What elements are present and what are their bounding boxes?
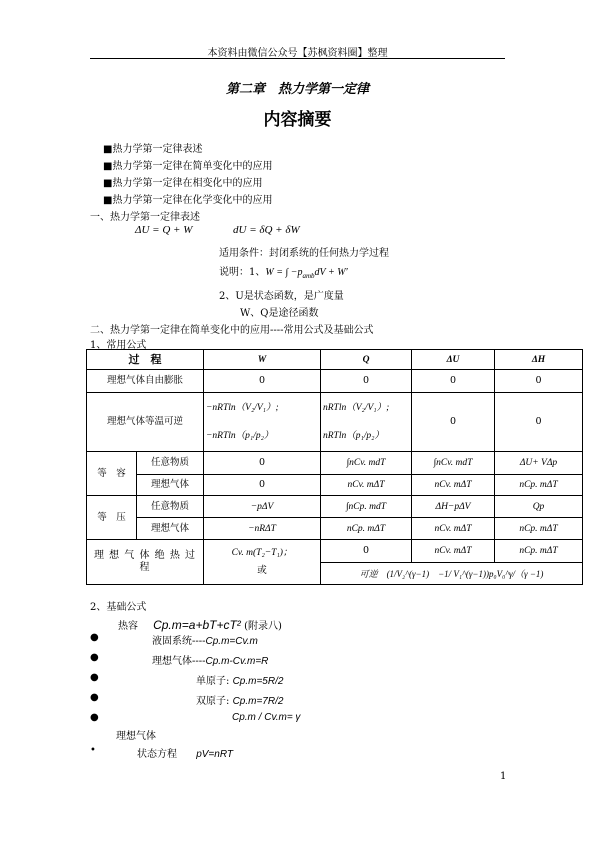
formula-equation: Cp.m=5R/2 xyxy=(232,676,284,687)
formula-table xyxy=(86,349,583,585)
table-row xyxy=(87,540,583,563)
state-equation-line xyxy=(137,745,233,760)
header-rule xyxy=(90,58,505,59)
chapter-title: 第二章 热力学第一定律 xyxy=(225,82,369,97)
cell: ΔU+ VΔp xyxy=(495,452,583,475)
bullet-item: ■热力学第一定律在简单变化中的应用 xyxy=(103,161,273,172)
cell: 0 xyxy=(204,452,321,475)
work-equation-tail: dV + W′ xyxy=(314,267,348,278)
cell: nCv. mΔT xyxy=(412,540,495,563)
table-header-row xyxy=(87,350,583,370)
section-title: 内容摘要 xyxy=(263,110,332,130)
cell: −nRΔT xyxy=(204,518,321,540)
subsection-heading: 1、常用公式 xyxy=(90,340,147,351)
cell: ∫nCp. mdT xyxy=(321,496,412,518)
formula-line xyxy=(196,692,283,707)
reversible-adiabatic-work: 可逆 (1/V₂^(γ−1) −1/ V₁^(γ−1))p₀V₀^γ/（γ −1) xyxy=(321,563,583,585)
formula-line xyxy=(232,712,300,723)
bullet-dot: ● xyxy=(90,672,99,683)
cell: Qp xyxy=(495,496,583,518)
header-w: W xyxy=(204,350,321,370)
formula-line xyxy=(196,672,283,687)
cell: nCp. mΔT xyxy=(321,518,412,540)
cell: 0 xyxy=(412,393,495,452)
header-process: 过 程 xyxy=(87,350,204,370)
cell: nCv. mΔT xyxy=(412,518,495,540)
formula-label: 液固系统---- xyxy=(152,636,206,647)
first-law-differential: dU = δQ + δW xyxy=(233,224,300,236)
cell: 0 xyxy=(412,370,495,393)
state-equation: pV=nRT xyxy=(196,749,233,760)
row-label: 理想气体 xyxy=(137,475,204,496)
cell-q xyxy=(321,393,412,452)
first-law-equation: ΔU = Q + W xyxy=(135,224,193,236)
bullet-dot: ● xyxy=(90,632,99,643)
group-label: 等 压 xyxy=(87,496,137,540)
formula-label: 理想气体---- xyxy=(152,656,206,667)
note-1-label: 说明：1、 xyxy=(219,267,266,278)
cell: nCp. mΔT xyxy=(495,540,583,563)
table-row xyxy=(87,475,583,496)
cell-line: nRTln（p₁/p₂） xyxy=(323,431,384,441)
work-equation-subscript: amb xyxy=(302,272,315,280)
cell: nCv. mΔT xyxy=(321,475,412,496)
row-label: 理想气体自由膨胀 xyxy=(87,370,204,393)
work-equation: W = ∫ −p xyxy=(265,267,303,278)
cell: 0 xyxy=(321,370,412,393)
table-row xyxy=(87,518,583,540)
subsection-heading: 2、基础公式 xyxy=(90,602,147,613)
group-label: 等 容 xyxy=(87,452,137,496)
cell: nCv. mΔT xyxy=(412,475,495,496)
row-label-line: 理 想 气 体 绝 热 过 xyxy=(93,550,197,561)
cell: 0 xyxy=(204,475,321,496)
formula-line xyxy=(152,652,268,667)
page-number: 1 xyxy=(500,771,507,782)
heat-capacity-note: (附录八) xyxy=(244,621,282,632)
bullet-dot: ● xyxy=(90,692,99,703)
cell: 0 xyxy=(495,370,583,393)
row-label: 任意物质 xyxy=(137,452,204,475)
cell: ΔH−pΔV xyxy=(412,496,495,518)
cell: 0 xyxy=(495,393,583,452)
heat-capacity-label: 热容 xyxy=(118,621,138,632)
heat-capacity-line xyxy=(118,614,282,633)
header-q: Q xyxy=(321,350,412,370)
cell-w xyxy=(204,393,321,452)
formula-line xyxy=(152,632,258,647)
state-equation-label: 状态方程 xyxy=(137,749,177,760)
table-row xyxy=(87,496,583,518)
cell: nCp. mΔT xyxy=(495,475,583,496)
applicability-condition: 适用条件：封闭系统的任何热力学过程 xyxy=(219,248,389,259)
table-row xyxy=(87,393,583,452)
row-label: 理想气体 xyxy=(137,518,204,540)
cell: ∫nCv. mdT xyxy=(412,452,495,475)
bullet-dot: ● xyxy=(90,712,99,723)
cell-line: nRTln（V₂/V₁）; xyxy=(323,403,390,413)
heat-capacity-equation: Cp.m=a+bT+cT² xyxy=(153,618,245,632)
cell: ∫nCv. mdT xyxy=(321,452,412,475)
bullet-item: ■热力学第一定律在化学变化中的应用 xyxy=(103,195,273,206)
section-heading: 一、热力学第一定律表述 xyxy=(90,212,200,223)
bullet-dot: • xyxy=(90,745,96,756)
cell-line: −nRTln（V₂/V₁）; xyxy=(206,403,279,413)
formula-equation: Cp.m=7R/2 xyxy=(232,696,284,707)
cell-line: 或 xyxy=(257,566,267,576)
note-2: 2、U是状态函数，是广度量 xyxy=(219,291,344,302)
table-row xyxy=(87,452,583,475)
row-label: 理想气体等温可逆 xyxy=(87,393,204,452)
note-3: W、Q是途径函数 xyxy=(240,308,319,319)
ideal-gas-label: 理想气体 xyxy=(116,731,156,742)
bullet-item: ■热力学第一定律表述 xyxy=(103,144,203,155)
note-1 xyxy=(219,263,348,280)
formula-equation: Cp.m=Cv.m xyxy=(205,636,258,647)
row-label: 任意物质 xyxy=(137,496,204,518)
cell: 0 xyxy=(321,540,412,563)
formula-equation: Cp.m-Cv.m=R xyxy=(205,656,269,667)
cell-line: −nRTln（p₁/p₂） xyxy=(206,431,274,441)
cell-w xyxy=(204,540,321,585)
formula-label: 单原子: xyxy=(196,676,233,687)
bullet-item: ■热力学第一定律在相变化中的应用 xyxy=(103,178,263,189)
cell: nCp. mΔT xyxy=(495,518,583,540)
section-heading: 二、热力学第一定律在简单变化中的应用----常用公式及基础公式 xyxy=(90,325,374,336)
row-label-line: 程 xyxy=(139,562,151,573)
page-header: 本资料由微信公众号【苏枫资料圈】整理 xyxy=(207,48,388,59)
table-row xyxy=(87,370,583,393)
bullet-dot: ● xyxy=(90,652,99,663)
cell: 0 xyxy=(204,370,321,393)
row-label xyxy=(87,540,204,585)
formula-equation: Cp.m / Cv.m= γ xyxy=(232,712,301,723)
cell-line: Cv. m(T₂−T₁)； xyxy=(231,548,293,558)
header-dh: ΔH xyxy=(495,350,583,370)
cell: −pΔV xyxy=(204,496,321,518)
header-du: ΔU xyxy=(412,350,495,370)
formula-label: 双原子: xyxy=(196,696,233,707)
